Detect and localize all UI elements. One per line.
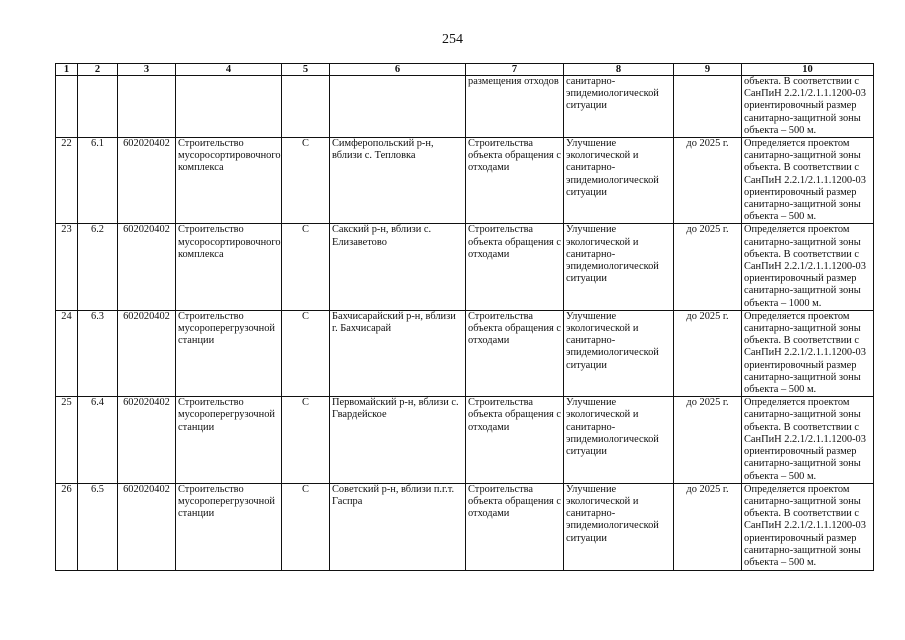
id-cell: 602020402 xyxy=(118,483,176,570)
effect-cell: Улучшение экологической и санитарно-эпидемиологической ситуации xyxy=(564,138,674,224)
row-number-cell: 23 xyxy=(56,224,78,310)
row-number-cell: 25 xyxy=(56,397,78,483)
type-cell: С xyxy=(282,224,330,310)
row-number-cell: 24 xyxy=(56,310,78,396)
objects-table xyxy=(55,63,874,571)
location-cell: Сакский р-н, вблизи с. Елизаветово xyxy=(330,224,466,310)
row-number-cell: 22 xyxy=(56,138,78,224)
column-header: 7 xyxy=(466,64,564,76)
note-cell: объекта. В соответствии с СанПиН 2.2.1/2.1.1.1200-03 ориентировочный размер санитарно-защитной зоны объекта – 500 м. xyxy=(742,76,874,138)
column-header: 2 xyxy=(78,64,118,76)
term-cell: до 2025 г. xyxy=(674,397,742,483)
table-cell xyxy=(176,76,282,138)
table-cell xyxy=(78,76,118,138)
effect-cell: Улучшение экологической и санитарно-эпидемиологической ситуации xyxy=(564,397,674,483)
location-cell: Бахчисарайский р-н, вблизи г. Бахчисарай xyxy=(330,310,466,396)
code-cell: 6.4 xyxy=(78,397,118,483)
id-cell: 602020402 xyxy=(118,397,176,483)
type-cell: С xyxy=(282,310,330,396)
code-cell: 6.3 xyxy=(78,310,118,396)
row-number-cell: 26 xyxy=(56,483,78,570)
table-cell xyxy=(56,76,78,138)
column-header: 4 xyxy=(176,64,282,76)
column-header: 10 xyxy=(742,64,874,76)
name-cell: Строительство мусороперегрузочной станции xyxy=(176,483,282,570)
column-header: 5 xyxy=(282,64,330,76)
type-cell: С xyxy=(282,138,330,224)
id-cell: 602020402 xyxy=(118,310,176,396)
note-cell: Определяется проектом санитарно-защитной зоны объекта. В соответствии с СанПиН 2.2.1/2.1.1.1200-03 ориентировочный размер санитарно-защитной зоны объекта – 1000 м. xyxy=(742,224,874,310)
code-cell: 6.1 xyxy=(78,138,118,224)
note-cell: Определяется проектом санитарно-защитной зоны объекта. В соответствии с СанПиН 2.2.1/2.1.1.1200-03 ориентировочный размер санитарно-защитной зоны объекта – 500 м. xyxy=(742,397,874,483)
column-header: 1 xyxy=(56,64,78,76)
continuation-row xyxy=(56,76,874,138)
type-cell: С xyxy=(282,397,330,483)
location-cell: Советский р-н, вблизи п.г.т. Гаспра xyxy=(330,483,466,570)
name-cell: Строительство мусоросортировочного комплекса xyxy=(176,224,282,310)
name-cell: Строительство мусороперегрузочной станции xyxy=(176,310,282,396)
term-cell: до 2025 г. xyxy=(674,483,742,570)
note-cell: Определяется проектом санитарно-защитной зоны объекта. В соответствии с СанПиН 2.2.1/2.1.1.1200-03 ориентировочный размер санитарно-защитной зоны объекта – 500 м. xyxy=(742,310,874,396)
purpose-cell: Строительства объекта обращения с отходами xyxy=(466,310,564,396)
table-row xyxy=(56,224,874,310)
term-cell: до 2025 г. xyxy=(674,310,742,396)
table-row xyxy=(56,397,874,483)
table-cell xyxy=(674,76,742,138)
id-cell: 602020402 xyxy=(118,138,176,224)
location-cell: Симферопольский р-н, вблизи с. Тепловка xyxy=(330,138,466,224)
note-cell: Определяется проектом санитарно-защитной зоны объекта. В соответствии с СанПиН 2.2.1/2.1.1.1200-03 ориентировочный размер санитарно-защитной зоны объекта – 500 м. xyxy=(742,483,874,570)
purpose-cell: Строительства объекта обращения с отходами xyxy=(466,483,564,570)
term-cell: до 2025 г. xyxy=(674,224,742,310)
column-header: 9 xyxy=(674,64,742,76)
name-cell: Строительство мусороперегрузочной станции xyxy=(176,397,282,483)
column-header: 6 xyxy=(330,64,466,76)
column-header: 8 xyxy=(564,64,674,76)
id-cell: 602020402 xyxy=(118,224,176,310)
page-number: 254 xyxy=(442,32,463,47)
effect-cell: Улучшение экологической и санитарно-эпидемиологической ситуации xyxy=(564,483,674,570)
type-cell: С xyxy=(282,483,330,570)
table-cell xyxy=(118,76,176,138)
table-row xyxy=(56,483,874,570)
effect-cell: Улучшение экологической и санитарно-эпидемиологической ситуации xyxy=(564,310,674,396)
effect-cell: санитарно-эпидемиологической ситуации xyxy=(564,76,674,138)
purpose-cell: Строительства объекта обращения с отходами xyxy=(466,138,564,224)
name-cell: Строительство мусоросортировочного комплекса xyxy=(176,138,282,224)
table-cell xyxy=(282,76,330,138)
term-cell: до 2025 г. xyxy=(674,138,742,224)
purpose-cell: Строительства объекта обращения с отходами xyxy=(466,224,564,310)
location-cell: Первомайский р-н, вблизи с. Гвардейское xyxy=(330,397,466,483)
code-cell: 6.2 xyxy=(78,224,118,310)
column-header: 3 xyxy=(118,64,176,76)
purpose-cell: размещения отходов xyxy=(466,76,564,138)
table-cell xyxy=(330,76,466,138)
purpose-cell: Строительства объекта обращения с отходами xyxy=(466,397,564,483)
table-row xyxy=(56,138,874,224)
note-cell: Определяется проектом санитарно-защитной зоны объекта. В соответствии с СанПиН 2.2.1/2.1.1.1200-03 ориентировочный размер санитарно-защитной зоны объекта – 500 м. xyxy=(742,138,874,224)
table-row xyxy=(56,310,874,396)
code-cell: 6.5 xyxy=(78,483,118,570)
header-row xyxy=(56,64,874,76)
effect-cell: Улучшение экологической и санитарно-эпидемиологической ситуации xyxy=(564,224,674,310)
